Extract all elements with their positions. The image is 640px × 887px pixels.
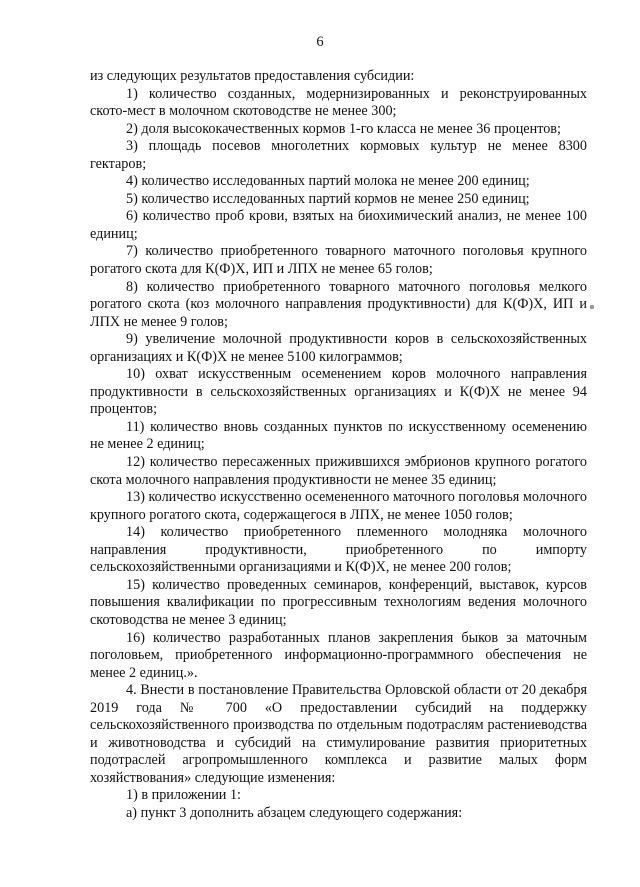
paragraph: 10) охват искусственным осеменением коров молочного направления продуктивности в сельскохозяйственных организациях и К(Ф)Х не менее 94 процентов; [90,366,587,418]
paragraph: 15) количество проведенных семинаров, конференций, выставок, курсов повышения квалификации по прогрессивным технологиям ведения молочного скотоводства не менее 3 единиц; [90,576,587,628]
paragraph: 9) увеличение молочной продуктивности коров в сельскохозяйственных организациях и К(Ф)Х не менее 5100 килограммов; [90,331,587,365]
paragraph: 7) количество приобретенного товарного маточного поголовья крупного рогатого скота для К(Ф)Х, ИП и ЛПХ не менее 65 голов; [90,243,587,278]
document-body [90,68,587,823]
paragraph-continuation: из следующих результатов предоставления субсидии: [90,68,415,84]
paragraph: 12) количество пересаженных прижившихся эмбрионов крупного рогатого скота молочного направления продуктивности не менее 35 единиц; [90,454,587,488]
paragraph: 11) количество вновь созданных пунктов по искусственному осеменению не менее 2 единиц; [90,418,587,453]
paragraph: 4) количество исследованных партий молока не менее 200 единиц; [126,173,530,190]
paragraph: 1) количество созданных, модернизированных и реконструированных ското-мест в молочном скотоводстве не менее 300; [90,85,587,120]
paragraph: 2) доля высококачественных кормов 1-го класса не менее 36 процентов; [126,120,561,137]
paragraph: 1) в приложении 1: [126,787,241,804]
paragraph: 3) площадь посевов многолетних кормовых культур не менее 8300 гектаров; [90,138,587,172]
paragraph: 13) количество искусственно осемененного маточного поголовья молочного крупного рогатого скота, содержащегося в ЛПХ, не менее 1050 голов; [90,489,587,523]
page-number: 6 [316,34,324,50]
scan-speck [590,305,594,309]
paragraph: 5) количество исследованных партий кормов не менее 250 единиц; [126,190,530,207]
paragraph: 6) количество проб крови, взятых на биохимический анализ, не менее 100 единиц; [90,208,587,242]
paragraph: 14) количество приобретенного племенного молодняка молочного направления продуктивности, приобретенного по импорту сельскохозяйственными организациями и К(Ф)Х, не менее 200 голов; [90,524,587,576]
paragraph: 16) количество разработанных планов закрепления быков за маточным поголовьем, приобретенного информационно-программного обеспечения не менее 2 единиц.». [90,629,587,681]
paragraph: а) пункт 3 дополнить абзацем следующего содержания: [126,804,463,821]
paragraph: 8) количество приобретенного товарного маточного поголовья мелкого рогатого скота (коз молочного направления продуктивности) для К(Ф)Х, ИП и ЛПХ не менее 9 голов; [90,278,587,330]
paragraph: 4. Внести в постановление Правительства Орловской области от 20 декабря 2019 года № 700 «О предоставлении субсидий на поддержку сельскохозяйственного производства по отдельным подотраслям растениеводства и животноводства и субсидий на стимулирование развития приоритетных подотраслей агропромышленного комплекса и развитие малых форм хозяйствования» следующие изменения: [90,682,587,786]
